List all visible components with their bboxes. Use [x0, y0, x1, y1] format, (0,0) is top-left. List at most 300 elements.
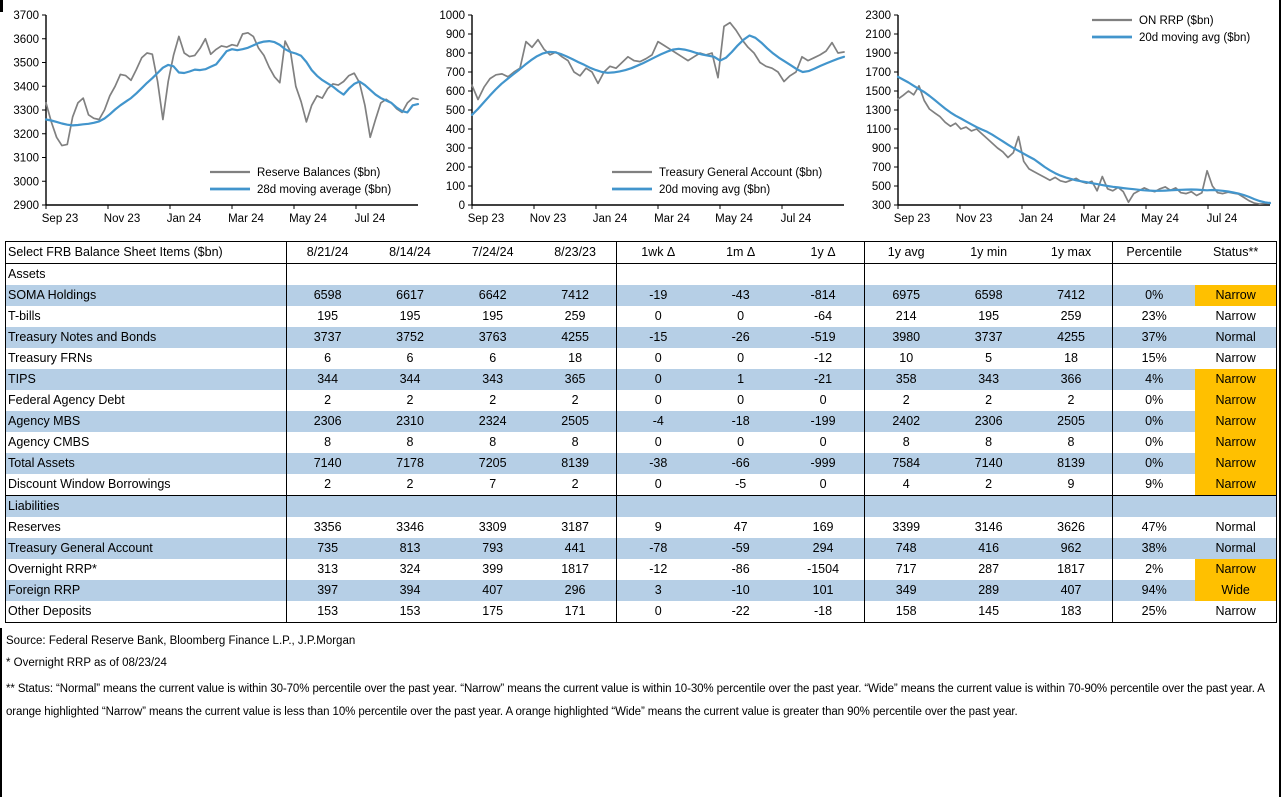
- treasury-general-account-chart-block: [428, 2, 854, 236]
- value-cell: 0: [737, 393, 745, 407]
- value-cell: [534, 264, 617, 286]
- table-row: [6, 474, 1277, 496]
- y-tick-label: 0: [458, 200, 465, 212]
- value-cell: 407: [451, 580, 534, 601]
- value-cell: -19: [617, 285, 700, 306]
- legend-label-1: 20d moving avg ($bn): [1139, 32, 1251, 44]
- row-label: Overnight RRP*: [6, 559, 287, 580]
- x-tick-label: Jan 24: [166, 213, 202, 225]
- value-cell: 153: [317, 604, 339, 618]
- value-cell: 4%: [1113, 369, 1196, 390]
- series-line-1: [46, 41, 418, 125]
- value-cell: [286, 496, 369, 518]
- value-cell: 37%: [1113, 327, 1196, 348]
- table-row: [6, 348, 1277, 369]
- value-cell: 6: [324, 351, 332, 365]
- row-label: Agency MBS: [6, 411, 287, 432]
- reserve-balances-chart-block: [2, 2, 428, 236]
- table-row: [6, 327, 1277, 348]
- legend-label-0: Reserve Balances ($bn): [257, 167, 381, 179]
- charts-row: [2, 2, 1280, 236]
- row-label: Other Deposits: [6, 601, 287, 623]
- status-cell: Narrow: [1195, 432, 1276, 453]
- value-cell: [286, 264, 369, 286]
- value-cell: -18: [782, 601, 865, 623]
- status-cell: Narrow: [1195, 474, 1276, 496]
- status-cell: Narrow: [1195, 559, 1276, 580]
- value-cell: 2505: [1030, 411, 1113, 432]
- y-tick-label: 500: [445, 105, 465, 117]
- y-tick-label: 1900: [865, 48, 891, 60]
- legend-label-1: 28d moving average ($bn): [257, 184, 392, 196]
- value-cell: 3752: [369, 327, 452, 348]
- value-cell: 0: [654, 604, 662, 618]
- value-cell: 158: [895, 604, 917, 618]
- value-cell: 2: [1030, 390, 1113, 411]
- value-cell: [617, 496, 700, 518]
- value-cell: 735: [286, 538, 369, 559]
- value-cell: -12: [649, 562, 668, 576]
- status-cell: [1195, 264, 1276, 286]
- x-tick-label: Jan 24: [592, 213, 628, 225]
- value-cell: 7584: [865, 453, 948, 474]
- value-cell: [451, 496, 534, 518]
- value-cell: -43: [699, 285, 782, 306]
- column-header: 8/21/24: [286, 242, 369, 264]
- balance-sheet-table: [5, 241, 1277, 623]
- value-cell: 3399: [892, 520, 921, 534]
- value-cell: 0: [654, 309, 662, 323]
- y-tick-label: 3700: [13, 10, 39, 22]
- value-cell: 2: [902, 393, 910, 407]
- status-cell: Narrow: [1195, 453, 1276, 474]
- y-tick-label: 900: [871, 143, 891, 155]
- series-line-0: [472, 23, 844, 100]
- value-cell: 3346: [396, 520, 424, 534]
- table-row: [6, 306, 1277, 327]
- x-tick-label: Nov 23: [955, 213, 993, 225]
- value-cell: 5: [985, 351, 993, 365]
- x-tick-label: Jan 24: [1018, 213, 1054, 225]
- row-label: SOMA Holdings: [6, 285, 287, 306]
- column-header: 1y avg: [865, 242, 948, 264]
- x-tick-label: Jul 24: [780, 213, 812, 225]
- status-cell: Normal: [1215, 520, 1256, 534]
- y-tick-label: 3300: [13, 105, 39, 117]
- value-cell: -519: [782, 327, 865, 348]
- value-cell: [617, 264, 700, 286]
- value-cell: [1030, 496, 1113, 518]
- value-cell: [782, 264, 865, 286]
- y-tick-label: 2300: [865, 10, 891, 22]
- value-cell: 8: [324, 435, 332, 449]
- value-cell: [534, 496, 617, 518]
- row-label: Total Assets: [6, 453, 287, 474]
- y-tick-label: 3600: [13, 33, 39, 46]
- row-label: Treasury General Account: [6, 538, 287, 559]
- value-cell: 0%: [1113, 453, 1196, 474]
- value-cell: 195: [399, 309, 421, 323]
- value-cell: 195: [978, 309, 1000, 323]
- value-cell: 7178: [369, 453, 452, 474]
- table-row: [6, 453, 1277, 474]
- x-tick-label: Sep 23: [467, 213, 505, 225]
- value-cell: 0%: [1145, 393, 1164, 407]
- value-cell: 2: [406, 393, 414, 407]
- value-cell: 8139: [534, 453, 617, 474]
- x-tick-label: Mar 24: [1080, 213, 1116, 225]
- value-cell: 7140: [286, 453, 369, 474]
- column-header: 1m Δ: [699, 242, 782, 264]
- row-label: Liabilities: [6, 496, 287, 518]
- y-tick-label: 1500: [865, 86, 891, 98]
- x-tick-label: May 24: [289, 213, 327, 225]
- table-row: [6, 369, 1277, 390]
- value-cell: 289: [947, 580, 1030, 601]
- value-cell: 153: [399, 604, 421, 618]
- y-tick-label: 1000: [439, 10, 465, 22]
- y-tick-label: 600: [445, 86, 465, 98]
- value-cell: [451, 264, 534, 286]
- column-header: 7/24/24: [451, 242, 534, 264]
- value-cell: 2%: [1145, 562, 1164, 576]
- value-cell: 15%: [1141, 351, 1167, 365]
- value-cell: 0%: [1113, 285, 1196, 306]
- value-cell: 0: [782, 390, 865, 411]
- value-cell: [1113, 496, 1196, 518]
- value-cell: -26: [699, 327, 782, 348]
- value-cell: 38%: [1113, 538, 1196, 559]
- row-label: TIPS: [6, 369, 287, 390]
- value-cell: -199: [782, 411, 865, 432]
- table-row: [6, 517, 1277, 538]
- value-cell: 0: [782, 432, 865, 453]
- value-cell: -999: [782, 453, 865, 474]
- y-tick-label: 700: [445, 67, 465, 79]
- y-tick-label: 700: [871, 162, 891, 174]
- value-cell: 416: [947, 538, 1030, 559]
- value-cell: 7412: [534, 285, 617, 306]
- value-cell: -10: [699, 580, 782, 601]
- value-cell: 6598: [286, 285, 369, 306]
- value-cell: [1113, 264, 1196, 286]
- value-cell: 9: [654, 520, 662, 534]
- table-row: [6, 601, 1277, 623]
- value-cell: -4: [617, 411, 700, 432]
- value-cell: 4255: [534, 327, 617, 348]
- y-tick-label: 900: [445, 29, 465, 41]
- value-cell: 94%: [1113, 580, 1196, 601]
- value-cell: 2402: [865, 411, 948, 432]
- value-cell: 169: [782, 517, 865, 538]
- status-cell: Normal: [1195, 538, 1276, 559]
- value-cell: 8: [406, 435, 414, 449]
- value-cell: 8: [985, 435, 993, 449]
- status-cell: Narrow: [1195, 390, 1276, 411]
- value-cell: -22: [731, 604, 750, 618]
- on-rrp-chart-block: [854, 2, 1280, 236]
- value-cell: 6598: [947, 285, 1030, 306]
- value-cell: 441: [534, 538, 617, 559]
- value-cell: 397: [286, 580, 369, 601]
- value-cell: 8: [902, 435, 910, 449]
- value-cell: 8: [489, 435, 497, 449]
- value-cell: 8: [1030, 432, 1113, 453]
- value-cell: -38: [617, 453, 700, 474]
- value-cell: 6: [406, 351, 414, 365]
- value-cell: 2324: [451, 411, 534, 432]
- value-cell: 407: [1030, 580, 1113, 601]
- x-tick-label: Sep 23: [893, 213, 931, 225]
- y-tick-label: 300: [445, 143, 465, 155]
- source-note: Source: Federal Reserve Bank, Bloomberg Finance L.P., J.P.Morgan: [6, 635, 356, 647]
- value-cell: 962: [1030, 538, 1113, 559]
- value-cell: 294: [782, 538, 865, 559]
- y-tick-label: 800: [445, 48, 465, 60]
- value-cell: 4: [902, 477, 910, 491]
- value-cell: 1817: [1030, 559, 1113, 580]
- value-cell: -86: [731, 562, 750, 576]
- status-cell: [1195, 496, 1276, 518]
- column-header: 1y max: [1030, 242, 1113, 264]
- value-cell: 195: [482, 309, 504, 323]
- value-cell: 195: [317, 309, 339, 323]
- table-row: [6, 285, 1277, 306]
- series-line-0: [898, 86, 1270, 204]
- value-cell: 313: [317, 562, 339, 576]
- value-cell: 399: [482, 562, 504, 576]
- value-cell: 344: [286, 369, 369, 390]
- value-cell: -66: [699, 453, 782, 474]
- column-header: 1y Δ: [782, 242, 865, 264]
- value-cell: 324: [399, 562, 421, 576]
- value-cell: -814: [782, 285, 865, 306]
- value-cell: -18: [699, 411, 782, 432]
- value-cell: 47: [733, 520, 748, 534]
- x-tick-label: Jul 24: [354, 213, 386, 225]
- value-cell: 2: [324, 477, 332, 491]
- column-header: Percentile: [1113, 242, 1196, 264]
- value-cell: 343: [947, 369, 1030, 390]
- value-cell: 2: [534, 390, 617, 411]
- value-cell: 0: [654, 351, 662, 365]
- value-cell: 349: [865, 580, 948, 601]
- y-tick-label: 2900: [13, 200, 39, 212]
- value-cell: 101: [782, 580, 865, 601]
- value-cell: 717: [895, 562, 917, 576]
- row-label: Reserves: [6, 517, 287, 538]
- page-edge-left-bottom: [0, 628, 2, 797]
- status-cell: Narrow: [1195, 411, 1276, 432]
- value-cell: 3980: [865, 327, 948, 348]
- value-cell: 8: [534, 432, 617, 453]
- row-label: Assets: [6, 264, 287, 286]
- x-tick-label: May 24: [1141, 213, 1179, 225]
- status-cell: Wide: [1195, 580, 1276, 601]
- status-cell: Narrow: [1215, 309, 1256, 323]
- value-cell: 0: [737, 309, 745, 323]
- legend-label-1: 20d moving avg ($bn): [659, 184, 771, 196]
- table-row: [6, 390, 1277, 411]
- value-cell: 2306: [947, 411, 1030, 432]
- value-cell: 394: [369, 580, 452, 601]
- value-cell: 2: [489, 393, 497, 407]
- value-cell: 1: [699, 369, 782, 390]
- legend-label-0: Treasury General Account ($bn): [659, 167, 823, 179]
- y-tick-label: 1100: [866, 124, 891, 136]
- balance-sheet-table-wrap: [5, 241, 1277, 623]
- value-cell: 25%: [1141, 604, 1167, 618]
- section-row: [6, 496, 1277, 518]
- x-tick-label: Mar 24: [228, 213, 264, 225]
- value-cell: 0: [737, 351, 745, 365]
- value-cell: 7205: [451, 453, 534, 474]
- row-label: Discount Window Borrowings: [6, 474, 287, 496]
- value-cell: 1817: [534, 559, 617, 580]
- column-header: 1wk Δ: [617, 242, 700, 264]
- y-tick-label: 200: [445, 162, 465, 174]
- table-row: [6, 411, 1277, 432]
- value-cell: 358: [865, 369, 948, 390]
- column-header: 1y min: [947, 242, 1030, 264]
- table-header-row: [6, 242, 1277, 264]
- value-cell: -78: [617, 538, 700, 559]
- value-cell: -5: [735, 477, 747, 491]
- value-cell: 7412: [1030, 285, 1113, 306]
- value-cell: -21: [782, 369, 865, 390]
- y-tick-label: 500: [871, 181, 891, 193]
- value-cell: 4255: [1030, 327, 1113, 348]
- legend-label-0: ON RRP ($bn): [1139, 15, 1214, 27]
- status-definition-note: ** Status: “Normal” means the current value is within 30-70% percentile over the past year. “Narrow” means the current value is within 10-30% percentile over the past year. “Wide” means the current value is within 70-90% percentile over the past year. A orange highlighted “Narrow” means the current value is less than 10% percentile over the past year. A orange highlighted “Wide” means the current value is greater than 90% percentile over the past year.: [6, 683, 1265, 718]
- value-cell: 3737: [947, 327, 1030, 348]
- value-cell: [369, 264, 452, 286]
- x-tick-label: Nov 23: [529, 213, 567, 225]
- value-cell: 748: [865, 538, 948, 559]
- value-cell: 2310: [369, 411, 452, 432]
- value-cell: 6617: [369, 285, 452, 306]
- table-row: [6, 538, 1277, 559]
- value-cell: 259: [534, 306, 617, 327]
- table-row: [6, 432, 1277, 453]
- value-cell: 0: [654, 435, 662, 449]
- value-cell: 3356: [313, 520, 342, 534]
- table-head: [6, 242, 1277, 264]
- value-cell: [369, 496, 452, 518]
- value-cell: -59: [699, 538, 782, 559]
- y-tick-label: 100: [445, 181, 465, 193]
- status-cell: Normal: [1195, 327, 1276, 348]
- row-label: T-bills: [6, 306, 287, 327]
- row-label: Agency CMBS: [6, 432, 287, 453]
- value-cell: [699, 264, 782, 286]
- value-cell: 3187: [534, 517, 617, 538]
- column-header: 8/23/23: [534, 242, 617, 264]
- value-cell: 2: [534, 474, 617, 496]
- column-header: 8/14/24: [369, 242, 452, 264]
- table-title-header: Select FRB Balance Sheet Items ($bn): [6, 242, 287, 264]
- series-line-1: [472, 36, 844, 115]
- value-cell: 2: [985, 477, 993, 491]
- value-cell: 0: [737, 435, 745, 449]
- x-tick-label: Nov 23: [103, 213, 141, 225]
- value-cell: 7: [489, 477, 497, 491]
- value-cell: 365: [534, 369, 617, 390]
- value-cell: 793: [451, 538, 534, 559]
- value-cell: 3626: [1030, 517, 1113, 538]
- x-tick-label: Jul 24: [1206, 213, 1238, 225]
- value-cell: 3737: [286, 327, 369, 348]
- value-cell: [947, 496, 1030, 518]
- y-tick-label: 3400: [13, 81, 39, 94]
- value-cell: 3: [617, 580, 700, 601]
- y-tick-label: 1700: [865, 67, 891, 79]
- value-cell: 343: [451, 369, 534, 390]
- y-tick-label: 3100: [13, 152, 39, 165]
- x-tick-label: Mar 24: [654, 213, 690, 225]
- value-cell: 18: [534, 348, 617, 369]
- status-cell: Narrow: [1195, 285, 1276, 306]
- value-cell: 0: [782, 474, 865, 496]
- on-rrp-chart: [854, 2, 1280, 236]
- status-cell: Narrow: [1215, 351, 1256, 365]
- value-cell: 214: [895, 309, 917, 323]
- value-cell: 0: [654, 393, 662, 407]
- value-cell: 7140: [947, 453, 1030, 474]
- x-tick-label: Sep 23: [41, 213, 79, 225]
- value-cell: 2306: [286, 411, 369, 432]
- value-cell: 175: [482, 604, 504, 618]
- value-cell: 6975: [865, 285, 948, 306]
- value-cell: 6642: [451, 285, 534, 306]
- value-cell: 3763: [451, 327, 534, 348]
- row-label: Foreign RRP: [6, 580, 287, 601]
- value-cell: 2505: [534, 411, 617, 432]
- value-cell: -64: [782, 306, 865, 327]
- row-label: Treasury Notes and Bonds: [6, 327, 287, 348]
- value-cell: 296: [534, 580, 617, 601]
- y-tick-label: 1300: [865, 105, 891, 117]
- y-tick-label: 3200: [13, 128, 39, 141]
- value-cell: [1030, 264, 1113, 286]
- value-cell: 3146: [974, 520, 1003, 534]
- page-edge-left-top: [0, 0, 3, 12]
- y-tick-label: 300: [871, 200, 891, 212]
- value-cell: 18: [1030, 348, 1113, 369]
- value-cell: 183: [1030, 601, 1113, 623]
- value-cell: [782, 496, 865, 518]
- section-row: [6, 264, 1277, 286]
- value-cell: 6: [489, 351, 497, 365]
- value-cell: 9: [1030, 474, 1113, 496]
- value-cell: 145: [978, 604, 1000, 618]
- status-cell: Narrow: [1195, 369, 1276, 390]
- value-cell: 9%: [1145, 477, 1164, 491]
- rrp-asof-note: * Overnight RRP as of 08/23/24: [6, 657, 167, 669]
- value-cell: [865, 496, 948, 518]
- value-cell: 8139: [1030, 453, 1113, 474]
- value-cell: [947, 264, 1030, 286]
- status-cell: Narrow: [1215, 604, 1256, 618]
- value-cell: 3309: [478, 520, 507, 534]
- value-cell: 2: [406, 477, 414, 491]
- value-cell: 259: [1030, 306, 1113, 327]
- table-row: [6, 580, 1277, 601]
- y-tick-label: 400: [445, 124, 465, 136]
- reserve-balances-chart: [2, 2, 428, 236]
- value-cell: 2: [324, 393, 332, 407]
- value-cell: -12: [782, 348, 865, 369]
